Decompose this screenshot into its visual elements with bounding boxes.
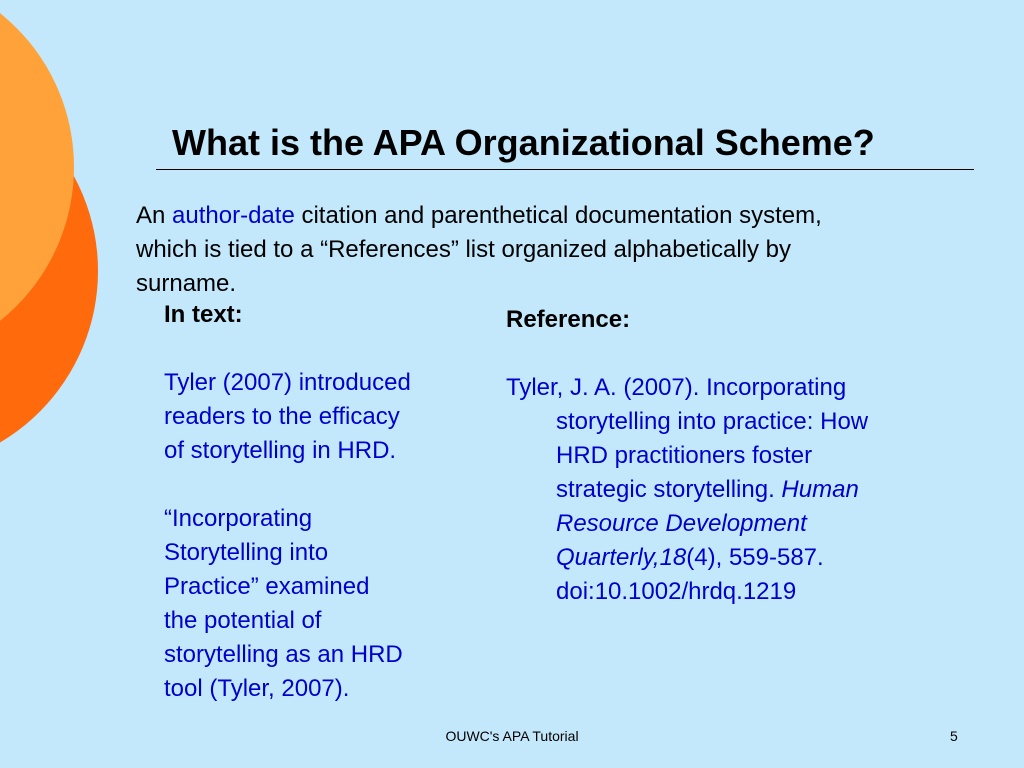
reference-doi: doi:10.1002/hrdq.1219: [556, 578, 797, 605]
example1-line: of storytelling in HRD.: [164, 437, 397, 464]
example1-line: readers to the efficacy: [164, 403, 400, 430]
reference-line: strategic storytelling.: [556, 476, 782, 503]
reference-line: Tyler, J. A. (2007). Incorporating: [506, 374, 847, 401]
reference-heading: Reference:: [506, 306, 631, 333]
example2-line: “Incorporating: [164, 505, 313, 532]
page-number: 5: [950, 728, 958, 744]
journal-title: Human: [781, 476, 859, 503]
example2-line: tool (Tyler, 2007).: [164, 675, 350, 702]
slide-title: What is the APA Organizational Scheme?: [172, 122, 875, 163]
intro-line1-rest: citation and parenthetical documentation system,: [294, 202, 822, 229]
example2-line: the potential of: [164, 607, 322, 634]
intro-line3: surname.: [136, 270, 237, 297]
intro-highlight: author-date: [172, 202, 295, 229]
journal-volume: Quarterly,18: [556, 544, 687, 571]
intro-line2: which is tied to a “References” list organized alphabetically by: [136, 236, 791, 263]
in-text-column: [164, 298, 484, 706]
reference-column: [506, 303, 976, 609]
reference-entry: [506, 371, 976, 609]
intro-prefix: An: [136, 202, 173, 229]
title-underline: [156, 169, 974, 170]
example1-line: Tyler (2007) introduced: [164, 369, 411, 396]
in-text-heading: In text:: [164, 301, 243, 328]
example2-line: storytelling as an HRD: [164, 641, 403, 668]
intro-paragraph: [136, 199, 976, 301]
example2-line: Storytelling into: [164, 539, 329, 566]
reference-issue-pages: (4), 559-587.: [686, 544, 824, 571]
example2-line: Practice” examined: [164, 573, 370, 600]
in-text-example-2: [164, 502, 484, 706]
in-text-example-1: [164, 366, 484, 468]
journal-title: Resource Development: [556, 510, 807, 537]
footer-text: OUWC's APA Tutorial: [445, 728, 579, 744]
reference-line: HRD practitioners foster: [556, 442, 813, 469]
reference-line: storytelling into practice: How: [556, 408, 869, 435]
